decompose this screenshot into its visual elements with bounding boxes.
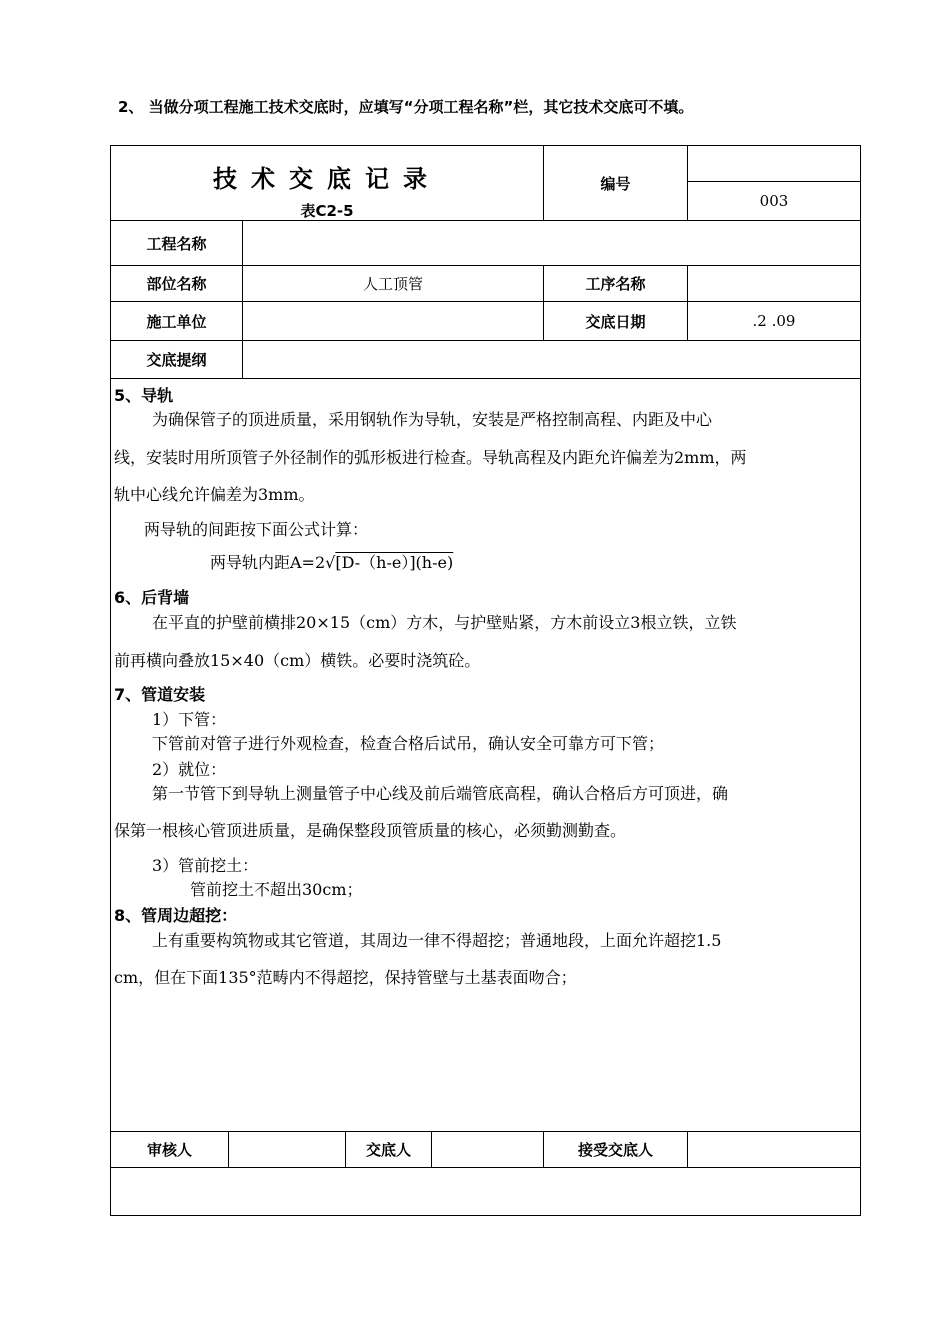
instruction-note: 2、 当做分项工程施工技术交底时，应填写“分项工程名称”栏，其它技术交底可不填。 <box>118 98 694 116</box>
construction-unit-label: 施工单位 <box>110 301 243 341</box>
section-7-3-title: 3）管前挖土： <box>152 856 259 875</box>
section-5-line-3: 轨中心线允许偏差为3mm。 <box>114 485 315 504</box>
title-cell <box>110 145 544 221</box>
process-name-label: 工序名称 <box>543 265 688 302</box>
section-7-3-text: 管前挖土不超出30cm； <box>190 880 363 899</box>
reviewer-label: 审核人 <box>110 1131 229 1168</box>
receiver-label: 接受交底人 <box>543 1131 688 1168</box>
number-value-field[interactable]: 003 <box>687 181 861 221</box>
form-title: 技术交底记录 <box>213 165 441 193</box>
outline-field[interactable] <box>242 340 861 379</box>
reviewer-field[interactable] <box>228 1131 346 1168</box>
number-top-field[interactable] <box>687 145 861 182</box>
section-8-line-2: cm，但在下面135°范畴内不得超挖，保持管壁与土基表面吻合； <box>114 968 577 987</box>
discloser-field[interactable] <box>431 1131 544 1168</box>
section-5-line-1: 为确保管子的顶进质量，采用钢轨作为导轨，安装是严格控制高程、内距及中心 <box>152 410 713 429</box>
section-5-heading: 5、导轨 <box>114 386 174 405</box>
project-name-field[interactable] <box>242 220 861 266</box>
outline-label: 交底提纲 <box>110 340 243 379</box>
process-name-field[interactable] <box>687 265 861 302</box>
project-name-label: 工程名称 <box>110 220 243 266</box>
section-7-2-line-1: 第一节管下到导轨上测量管子中心线及前后端管底高程，确认合格后方可顶进，确 <box>152 784 729 803</box>
formula-prefix: 两导轨内距A=2 <box>210 553 326 572</box>
footer-blank-row <box>110 1167 861 1216</box>
section-6-heading: 6、后背墙 <box>114 588 190 607</box>
section-7-1-title: 1）下管： <box>152 710 227 729</box>
section-5-line-2: 线，安装时用所顶管子外径制作的弧形板进行检查。导轨高程及内距允许偏差为2mm，两 <box>114 448 747 467</box>
section-7-heading: 7、管道安装 <box>114 685 206 704</box>
part-name-label: 部位名称 <box>110 265 243 302</box>
discloser-label: 交底人 <box>345 1131 432 1168</box>
section-5-formula-intro: 两导轨的间距按下面公式计算： <box>144 520 369 539</box>
section-5-formula <box>210 550 453 573</box>
construction-unit-field[interactable] <box>242 301 544 341</box>
section-8-line-1: 上有重要构筑物或其它管道，其周边一律不得超挖；普通地段，上面允许超挖1.5 <box>152 931 722 950</box>
date-label: 交底日期 <box>543 301 688 341</box>
part-name-field[interactable]: 人工顶管 <box>242 265 544 302</box>
section-7-2-title: 2）就位： <box>152 760 227 779</box>
sqrt-symbol: √ <box>325 553 336 572</box>
formula-radicand: [D-（h-e）](h-e) <box>335 553 454 572</box>
section-6-line-2: 前再横向叠放15×40（cm）横铁。必要时浇筑砼。 <box>114 651 481 670</box>
form-code: 表C2-5 <box>300 202 354 220</box>
receiver-field[interactable] <box>687 1131 861 1168</box>
date-field[interactable]: .2 .09 <box>687 301 861 341</box>
section-7-1-text: 下管前对管子进行外观检查，检查合格后试吊，确认安全可靠方可下管； <box>152 734 665 753</box>
section-7-2-line-2: 保第一根核心管顶进质量，是确保整段顶管质量的核心，必须勤测勤查。 <box>114 821 627 840</box>
number-label: 编号 <box>543 145 688 221</box>
section-6-line-1: 在平直的护壁前横排20×15（cm）方木，与护壁贴紧，方木前设立3根立铁，立铁 <box>152 613 737 632</box>
section-8-heading: 8、管周边超挖： <box>114 906 238 925</box>
